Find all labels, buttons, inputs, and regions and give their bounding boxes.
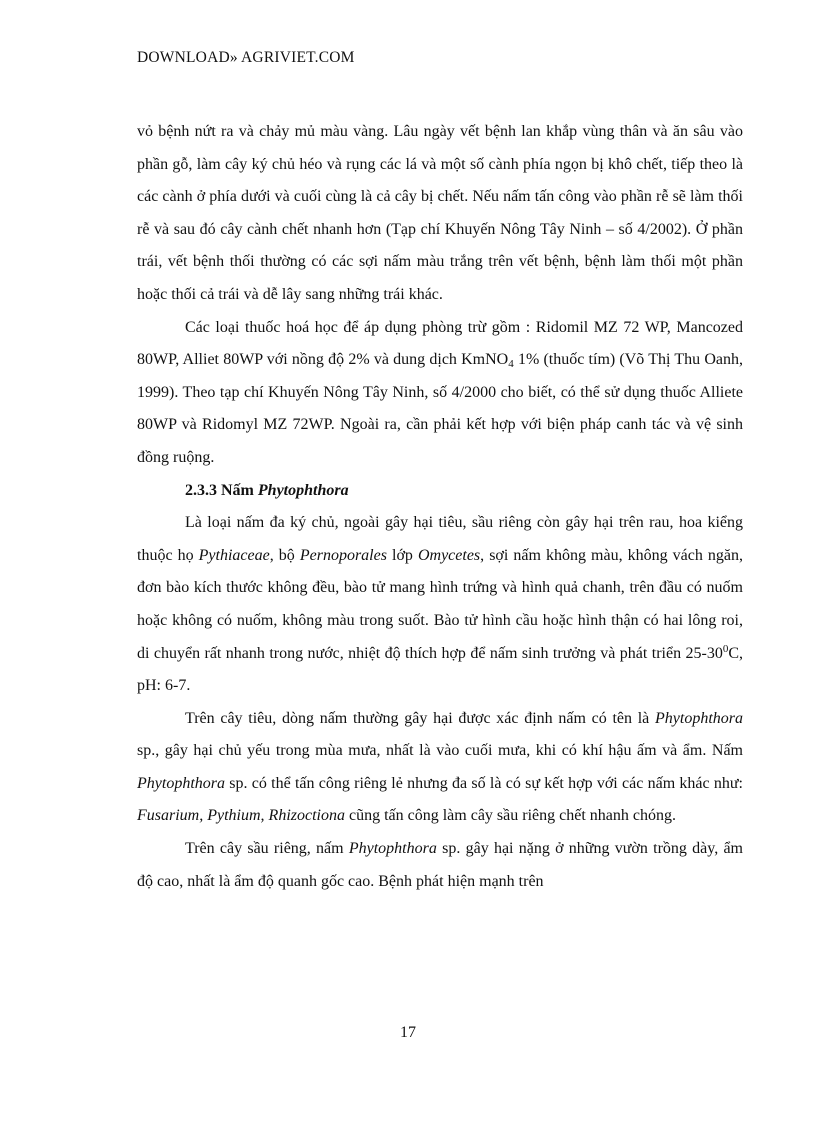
- page-number: 17: [400, 1024, 416, 1041]
- section-heading: 2.3.3 Nấm Phytophthora: [185, 481, 349, 499]
- page-header: DOWNLOAD» AGRIVIET.COM: [137, 49, 355, 66]
- paragraph-chemical-treatment: Các loại thuốc hoá học để áp dụng phòng trừ gồm : Ridomil MZ 72 WP, Mancozed 80WP, Alliet 80WP với nồng độ 2% và dung dịch KmNO$_4$ 1% (thuốc tím) (Võ Thị Thu Oanh, 1999). Theo tạp chí Khuyến Nông Tây Ninh, số 4/2000 cho biết, có thể sử dụng thuốc Alliete 80WP và Ridomyl MZ 72WP. Ngoài ra, cần phải kết hợp với biện pháp canh tác và vệ sinh đồng ruộng.: [137, 318, 743, 466]
- paragraph-durian-infection: Trên cây sầu riêng, nấm Phytophthora sp. gây hại nặng ở những vườn trồng dày, ẩm độ cao, nhất là ẩm độ quanh gốc cao. Bệnh phát hiện mạnh trên: [137, 840, 744, 890]
- paragraph-pepper-infection: Trên cây tiêu, dòng nấm thường gây hại được xác định nấm có tên là Phytophthora sp., gây hại chủ yếu trong mùa mưa, nhất là vào cuối mưa, khi có khí hậu ấm và ẩm. Nấm Phytophthora sp. có thể tấn công riêng lẻ nhưng đa số là có sự kết hợp với các nấm khác như: Fusarium, Pythium, Rhizoctiona cũng tấn công làm cây sầu riêng chết nhanh chóng.: [137, 709, 743, 825]
- body-text: [137, 116, 743, 898]
- paragraph-disease-symptoms: vỏ bệnh nứt ra và chảy mủ màu vàng. Lâu ngày vết bệnh lan khắp vùng thân và ăn sâu vào phần gỗ, làm cây ký chủ héo và rụng các lá và một số cành phía ngọn bị khô chết, tiếp theo là các cành ở phía dưới và cuối cùng là cả cây bị chết. Nếu nấm tấn công vào phần rễ sẽ làm thối rễ và sau đó cây cành chết nhanh hơn (Tạp chí Khuyến Nông Tây Ninh – số 4/2002). Ở phần trái, vết bệnh thối thường có các sợi nấm màu trắng trên vết bệnh, bệnh làm thối một phần hoặc thối cả trái và dễ lây sang những trái khác.: [137, 123, 743, 303]
- paragraph-phytophthora-description: Là loại nấm đa ký chủ, ngoài gây hại tiêu, sầu riêng còn gây hại trên rau, hoa kiểng thuộc họ Pythiaceae, bộ Pernoporales lớp Omycetes, sợi nấm không màu, không vách ngăn, đơn bào kích thước không đều, bào tử mang hình trứng và hình quả chanh, trên đầu có nuốm hoặc không có nuốm, không màu trong suốt. Bào tử hình cầu hoặc hình thận có hai lông roi, di chuyển rất nhanh trong nước, nhiệt độ thích hợp để nấm sinh trưởng và phát triển $25-30^0C$, pH: 6-7.: [137, 514, 744, 695]
